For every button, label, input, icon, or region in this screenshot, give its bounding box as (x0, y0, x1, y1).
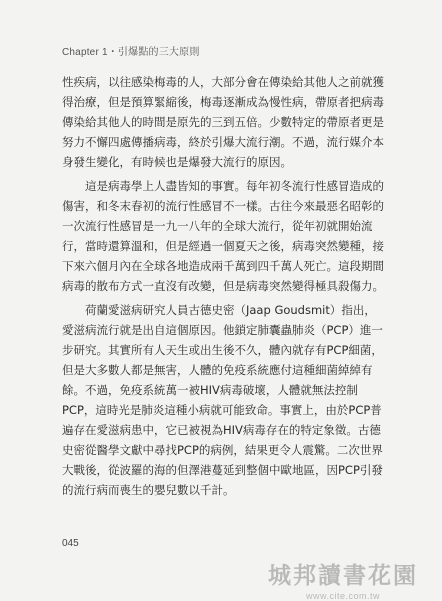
paragraph: 這是病毒學上人盡皆知的事實。每年初冬流行性感冒造成的傷害，和冬末春初的流行性感冒不一樣。古往今來最惡名昭彰的一次流行性感冒是一九一八年的全球大流行，從年初就開始流行，當時還算溫和，但是經過一個夏天之後，病毒突然變種，接下來六個月內在全球各地造成兩千萬到四千萬人死亡。這段期間病毒的散布方式一直沒有改變，但是病毒突然變得極具殺傷力。 (62, 179, 384, 293)
body-text (62, 72, 384, 504)
chapter-header: Chapter 1・引爆點的三大原則 (62, 47, 200, 58)
page-number: 045 (62, 538, 79, 549)
paragraph: 荷蘭愛滋病研究人員古德史密（Jaap Goudsmit）指出，愛滋病流行就是出自這個原因。他鎖定肺囊蟲肺炎（PCP）進一步研究。其實所有人天生或出生後不久，體內就存有PCP細菌，但是大多數人都是無害，人體的免疫系統應付這種細菌綽綽有餘。不過，免疫系統萬一被HIV病毒破壞，人體就無法控制PCP，這時光是肺炎這種小病就可能致命。事實上，由於PCP普遍存在愛滋病患中，它已被視為HIV病毒存在的特定象徵。古德史密從醫學文獻中尋找PCP的病例，結果更令人震驚。二次世界大戰後，從波羅的海的但澤港蔓延到整個中歐地區，因PCP引發的流行病而喪生的嬰兒數以千計。 (62, 303, 383, 497)
watermark-title: 城邦讀書花園 (268, 562, 418, 589)
watermark-url: www.cite.com.tw (305, 591, 380, 601)
watermark-logo (268, 557, 418, 601)
paragraph: 性疾病，以往感染梅毒的人，大部分會在傳染給其他人之前就獲得治療，但是預算緊縮後，梅毒逐漸成為慢性病，帶原者把病毒傳染給其他人的時間是原先的三到五倍。少數特定的帶原者更是努力不懈四處傳播病毒，終於引爆大流行潮。不過，流行媒介本身發生變化，有時候也是爆發大流行的原因。 (62, 75, 384, 169)
